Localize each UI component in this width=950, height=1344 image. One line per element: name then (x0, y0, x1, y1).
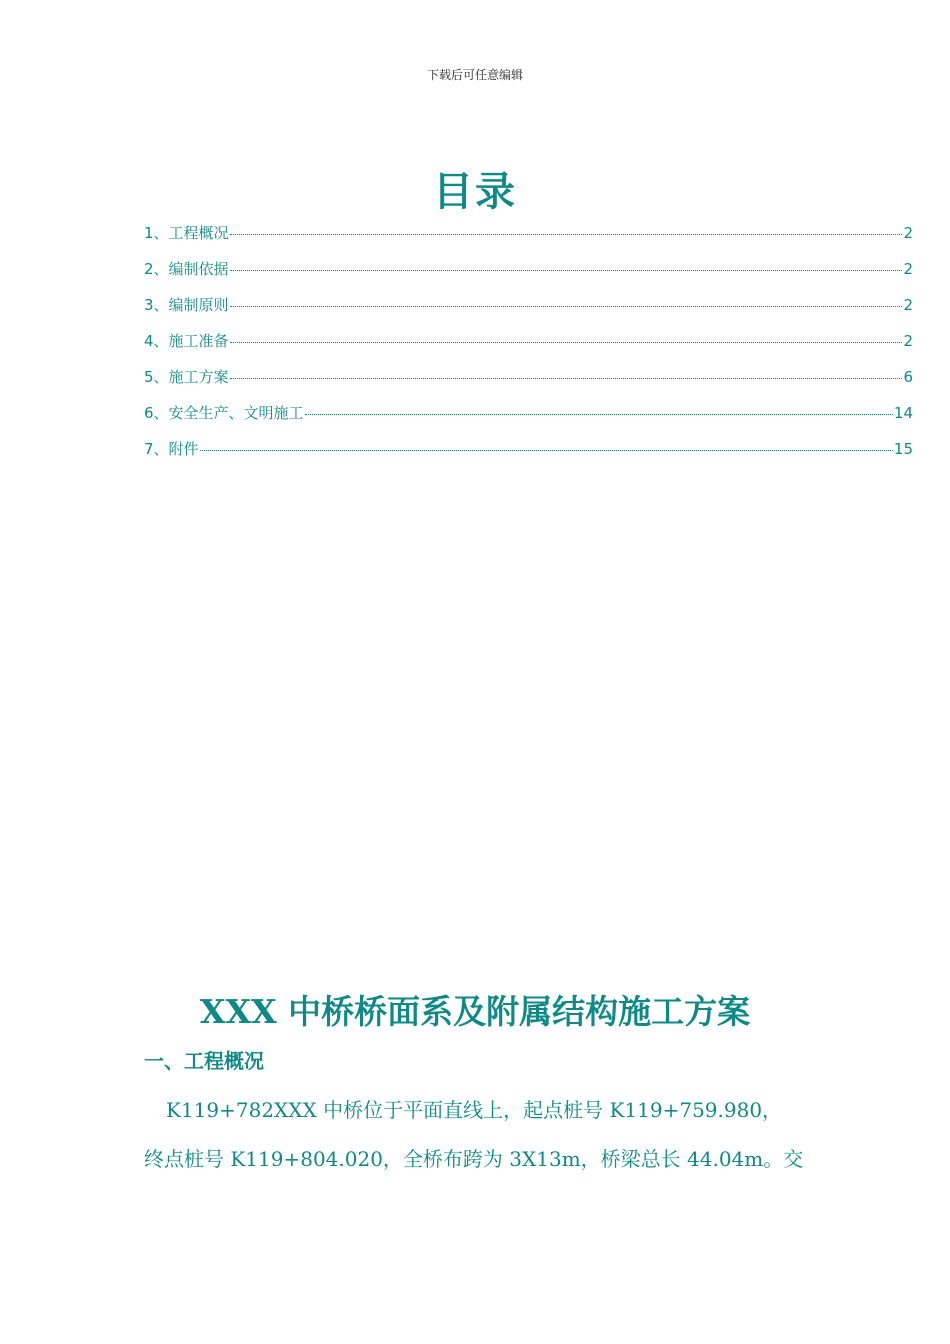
toc-entry-overview[interactable] (144, 222, 913, 258)
toc-entry-page: 2 (903, 224, 913, 242)
toc-title: 目录 (433, 169, 517, 215)
toc-entry-plan[interactable] (144, 366, 913, 402)
toc-entry-label: 3、编制原则 (144, 296, 229, 314)
toc-entry-label: 5、施工方案 (144, 368, 229, 386)
toc-entry-principles[interactable] (144, 294, 913, 330)
paragraph-line: K119+782XXX 中桥位于平面直线上，起点桩号 K119+759.980， (166, 1098, 783, 1122)
toc-dot-leader (230, 234, 903, 235)
toc-entry-preparation[interactable] (144, 330, 913, 366)
toc-dot-leader (230, 270, 903, 271)
header-note: 下载后可任意编辑 (426, 68, 523, 82)
toc-dot-leader (230, 306, 903, 307)
toc-dot-leader (230, 342, 903, 343)
document-title: XXX 中桥桥面系及附属结构施工方案 (199, 992, 751, 1031)
toc-entry-basis[interactable] (144, 258, 913, 294)
toc-entry-page: 2 (903, 332, 913, 350)
toc-entry-page: 15 (893, 440, 913, 458)
toc-entry-label: 7、附件 (144, 440, 199, 458)
toc-entry-appendix[interactable] (144, 438, 913, 474)
toc-entry-page: 2 (903, 260, 913, 278)
paragraph-line: 终点桩号 K119+804.020，全桥布跨为 3X13m，桥梁总长 44.04m。交 (144, 1147, 804, 1171)
table-of-contents (144, 222, 913, 474)
toc-entry-safety[interactable] (144, 402, 913, 438)
toc-entry-label: 6、安全生产、文明施工 (144, 404, 304, 422)
toc-entry-label: 2、编制依据 (144, 260, 229, 278)
toc-entry-label: 1、工程概况 (144, 224, 229, 242)
toc-entry-page: 6 (903, 368, 913, 386)
toc-dot-leader (305, 414, 893, 415)
section-heading: 一、工程概况 (144, 1049, 264, 1073)
toc-entry-page: 14 (893, 404, 913, 422)
toc-dot-leader (230, 378, 903, 379)
toc-dot-leader (200, 450, 893, 451)
toc-entry-label: 4、施工准备 (144, 332, 229, 350)
toc-entry-page: 2 (903, 296, 913, 314)
